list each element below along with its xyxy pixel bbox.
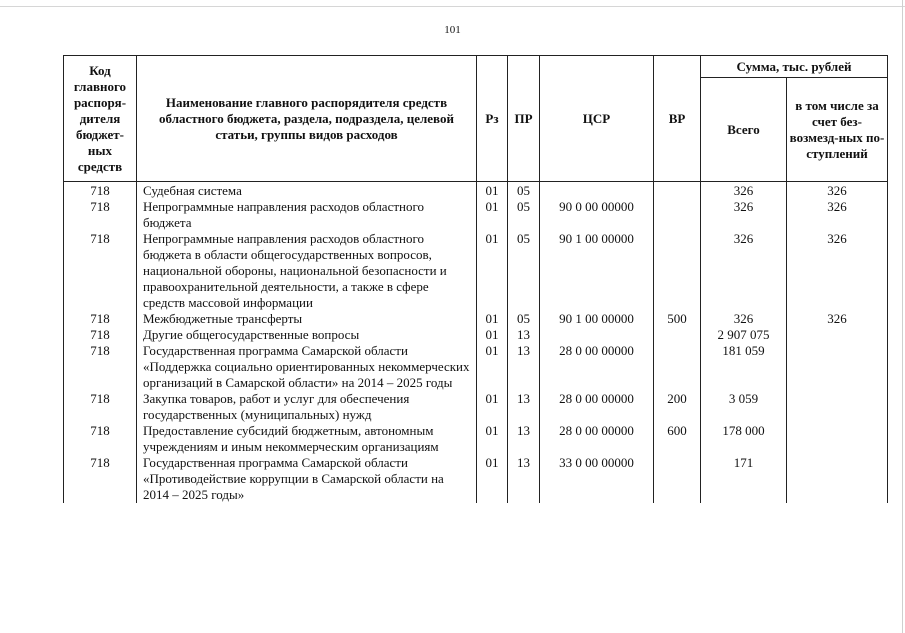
cell-total: 2 907 075 (701, 327, 787, 343)
cell-gratuitous: 326 (787, 311, 888, 327)
table-row (64, 391, 888, 423)
cell-total: 171 (701, 455, 787, 503)
cell-gratuitous (787, 391, 888, 423)
table-row (64, 455, 888, 503)
cell-code: 718 (64, 343, 137, 391)
cell-csr: 90 1 00 00000 (540, 231, 654, 311)
cell-rz: 01 (477, 327, 508, 343)
cell-pr: 13 (508, 423, 540, 455)
cell-gratuitous: 326 (787, 182, 888, 200)
cell-code: 718 (64, 455, 137, 503)
cell-name: Государственная программа Самарской области «Противодействие коррупции в Самарской области на 2014 – 2025 годы» (137, 455, 477, 503)
cell-code: 718 (64, 199, 137, 231)
cell-pr: 13 (508, 455, 540, 503)
cell-pr: 13 (508, 343, 540, 391)
cell-code: 718 (64, 327, 137, 343)
cell-total: 181 059 (701, 343, 787, 391)
cell-total: 326 (701, 199, 787, 231)
cell-vr (654, 199, 701, 231)
header-vr: ВР (654, 56, 701, 182)
cell-rz: 01 (477, 182, 508, 200)
cell-pr: 13 (508, 391, 540, 423)
cell-vr: 500 (654, 311, 701, 327)
cell-code: 718 (64, 311, 137, 327)
cell-csr: 28 0 00 00000 (540, 343, 654, 391)
cell-name: Судебная система (137, 182, 477, 200)
cell-gratuitous (787, 423, 888, 455)
cell-code: 718 (64, 391, 137, 423)
cell-rz: 01 (477, 455, 508, 503)
cell-csr (540, 327, 654, 343)
table-row (64, 423, 888, 455)
table-row (64, 327, 888, 343)
cell-total: 326 (701, 182, 787, 200)
header-name: Наименование главного распорядителя средств областного бюджета, раздела, подраздела, целевой статьи, группы видов расходов (137, 56, 477, 182)
cell-rz: 01 (477, 231, 508, 311)
cell-gratuitous (787, 455, 888, 503)
header-rz: Рз (477, 56, 508, 182)
header-gratuitous: в том числе за счет без-возмезд-ных по-ступлений (787, 78, 888, 182)
cell-rz: 01 (477, 343, 508, 391)
table-row (64, 182, 888, 200)
cell-csr: 90 0 00 00000 (540, 199, 654, 231)
cell-pr: 13 (508, 327, 540, 343)
cell-gratuitous (787, 343, 888, 391)
cell-vr (654, 343, 701, 391)
cell-csr: 28 0 00 00000 (540, 423, 654, 455)
table-body (64, 182, 888, 504)
cell-vr (654, 327, 701, 343)
cell-total: 3 059 (701, 391, 787, 423)
cell-rz: 01 (477, 199, 508, 231)
cell-pr: 05 (508, 231, 540, 311)
cell-name: Непрограммные направления расходов областного бюджета в области общегосударственных вопросов, национальной обороны, национальной безопасности и правоохранительной деятельности, а также в сфере средств массовой информации (137, 231, 477, 311)
header-csr: ЦСР (540, 56, 654, 182)
cell-gratuitous: 326 (787, 199, 888, 231)
page-number: 101 (444, 24, 461, 36)
cell-code: 718 (64, 231, 137, 311)
cell-code: 718 (64, 182, 137, 200)
scan-edge-right (902, 0, 903, 633)
header-total: Всего (701, 78, 787, 182)
cell-csr: 28 0 00 00000 (540, 391, 654, 423)
cell-vr: 200 (654, 391, 701, 423)
cell-rz: 01 (477, 423, 508, 455)
header-sum-group: Сумма, тыс. рублей (701, 56, 888, 78)
cell-pr: 05 (508, 199, 540, 231)
scan-edge-top (0, 6, 905, 7)
table-row (64, 311, 888, 327)
header-code: Код главного распоря-дителя бюджет-ных средств (64, 56, 137, 182)
cell-name: Предоставление субсидий бюджетным, автономным учреждениям и иным некоммерческим организациям (137, 423, 477, 455)
cell-rz: 01 (477, 391, 508, 423)
cell-csr: 33 0 00 00000 (540, 455, 654, 503)
cell-name: Закупка товаров, работ и услуг для обеспечения государственных (муниципальных) нужд (137, 391, 477, 423)
budget-table (63, 55, 888, 503)
cell-total: 178 000 (701, 423, 787, 455)
table-row (64, 231, 888, 311)
cell-csr (540, 182, 654, 200)
table-row (64, 343, 888, 391)
cell-code: 718 (64, 423, 137, 455)
cell-total: 326 (701, 231, 787, 311)
cell-name: Другие общегосударственные вопросы (137, 327, 477, 343)
cell-rz: 01 (477, 311, 508, 327)
cell-pr: 05 (508, 311, 540, 327)
header-pr: ПР (508, 56, 540, 182)
cell-pr: 05 (508, 182, 540, 200)
cell-name: Государственная программа Самарской области «Поддержка социально ориентированных некоммерческих организаций в Самарской области» на 2014 – 2025 годы (137, 343, 477, 391)
cell-name: Межбюджетные трансферты (137, 311, 477, 327)
cell-csr: 90 1 00 00000 (540, 311, 654, 327)
cell-vr: 600 (654, 423, 701, 455)
cell-vr (654, 182, 701, 200)
table-header (64, 56, 888, 182)
cell-name: Непрограммные направления расходов областного бюджета (137, 199, 477, 231)
cell-total: 326 (701, 311, 787, 327)
table-row (64, 199, 888, 231)
cell-gratuitous: 326 (787, 231, 888, 311)
cell-gratuitous (787, 327, 888, 343)
cell-vr (654, 231, 701, 311)
cell-vr (654, 455, 701, 503)
